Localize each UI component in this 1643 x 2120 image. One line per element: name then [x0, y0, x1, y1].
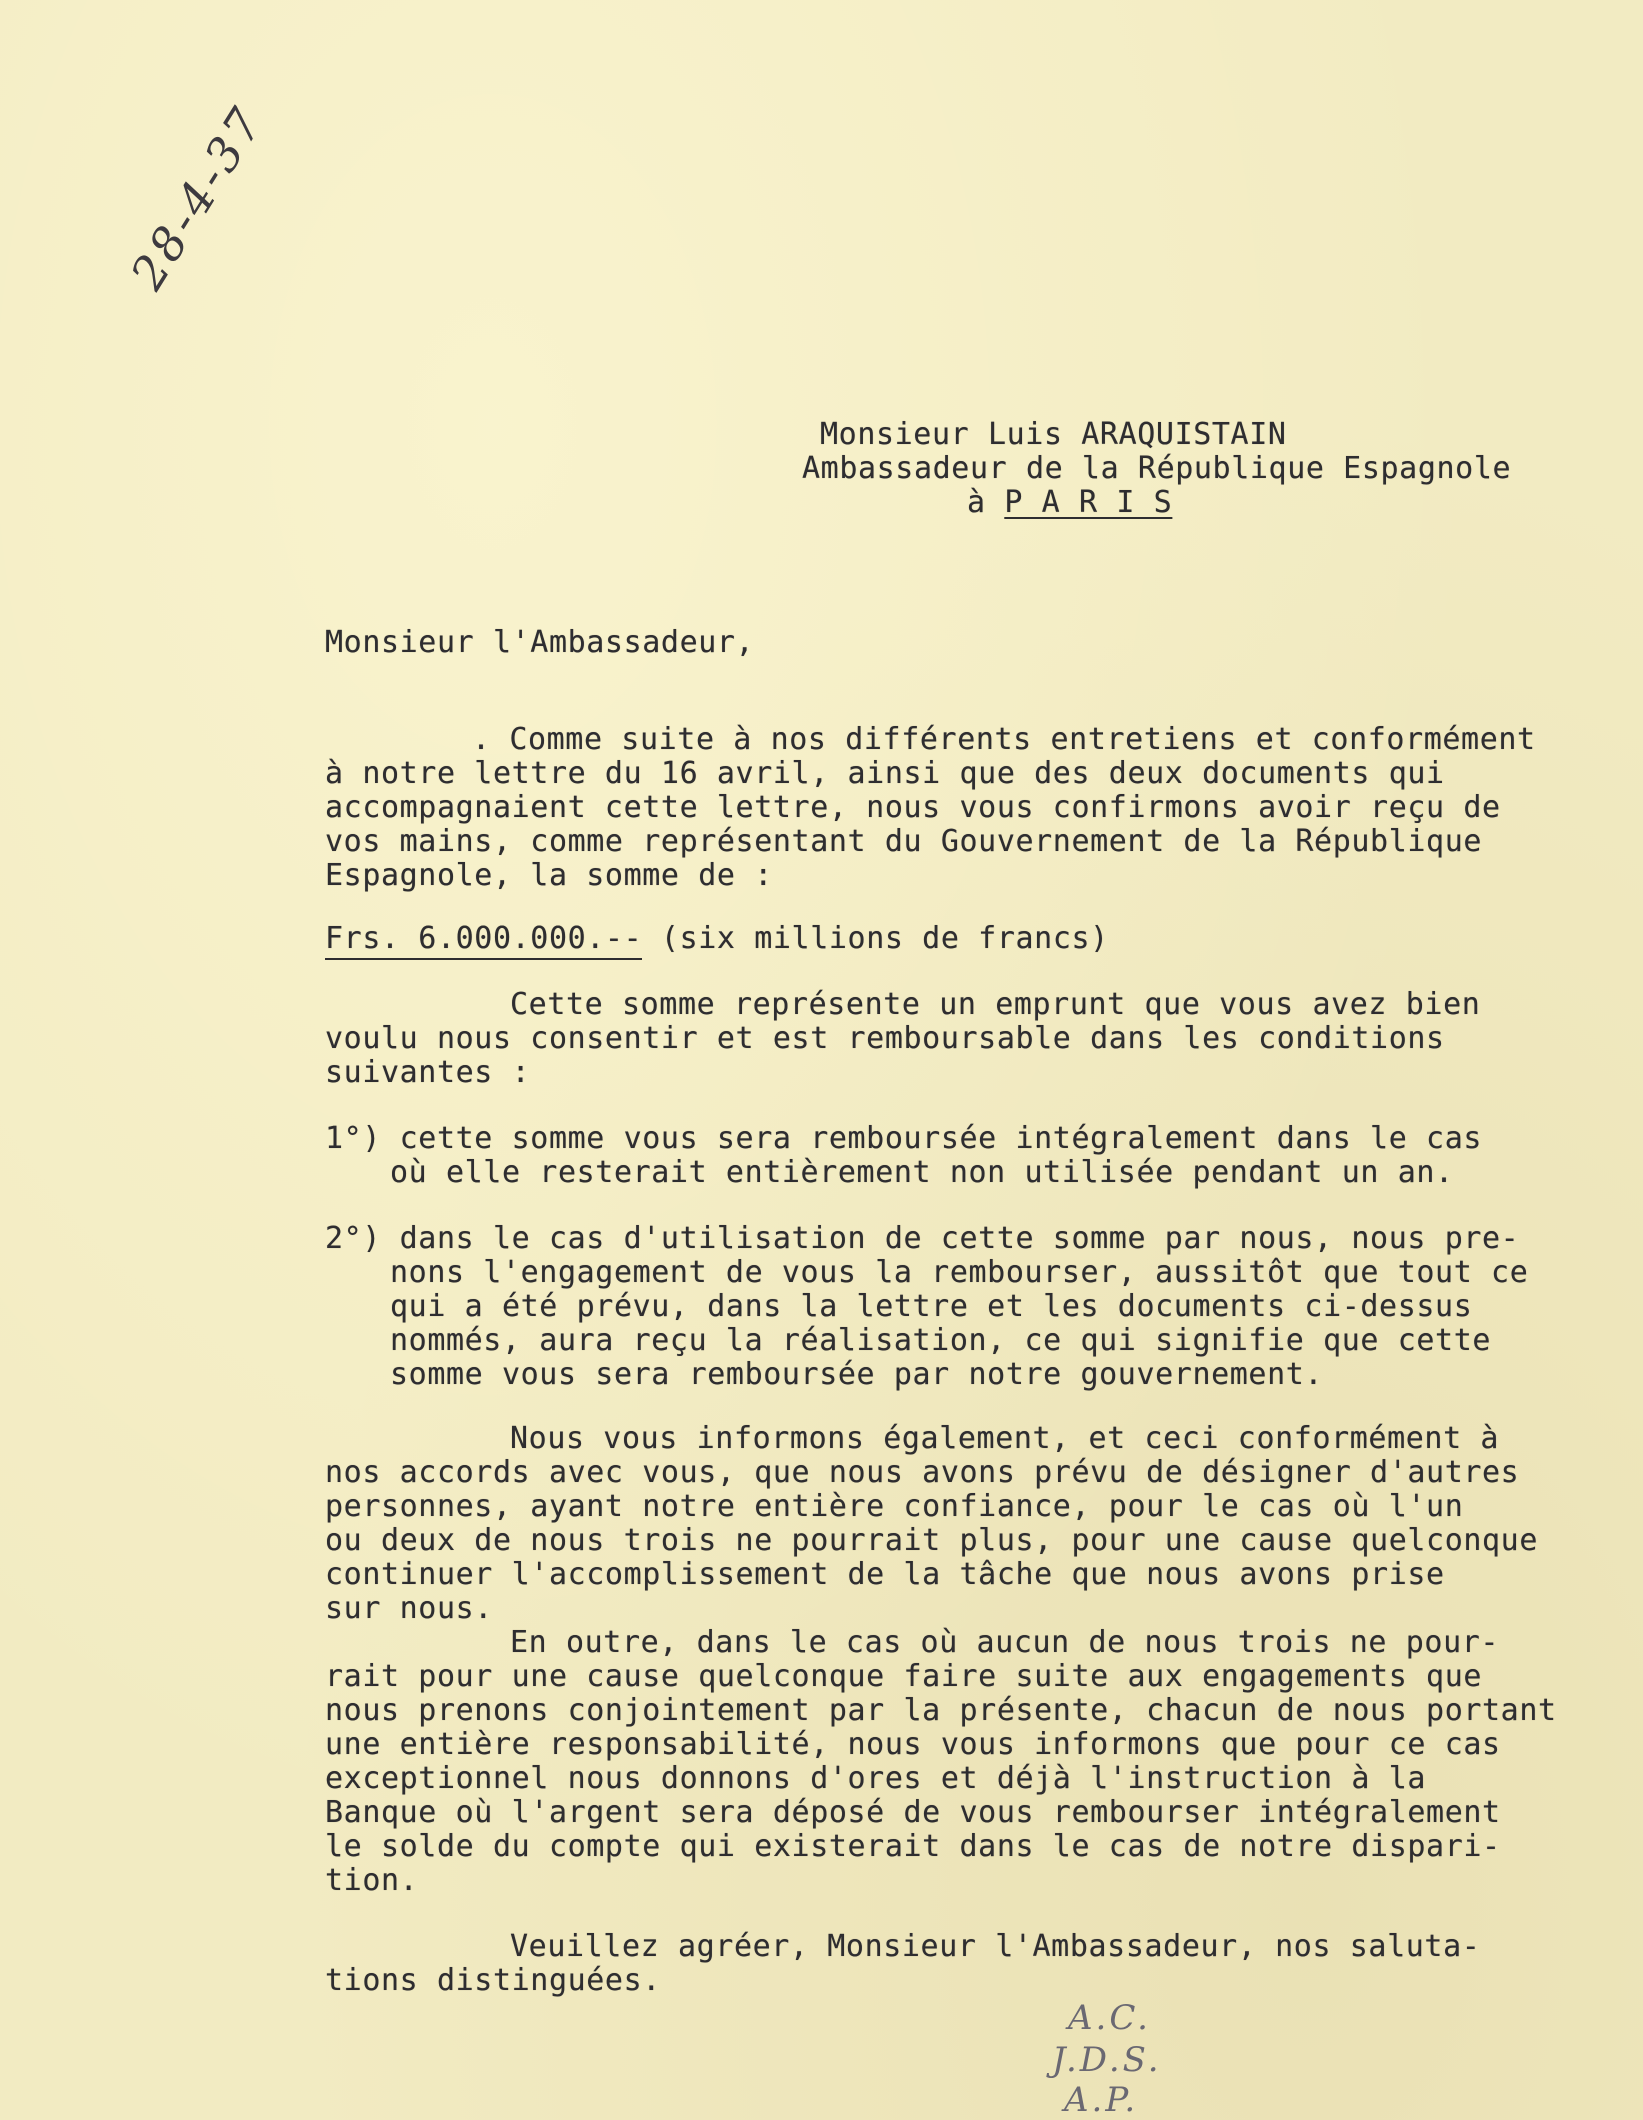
condition2-line4: nommés, aura reçu la réalisation, ce qui signifie que cette: [390, 1323, 1492, 1358]
paragraph3-line1: Nous vous informons également, et ceci conformément à: [510, 1421, 1500, 1456]
initials-ac: A.C.: [1068, 1998, 1151, 2038]
condition1-line1: 1°) cette somme vous sera remboursée intégralement dans le cas: [325, 1121, 1483, 1156]
paragraph2-line2: voulu nous consentir et est remboursable dans les conditions: [325, 1021, 1445, 1056]
paragraph4-line6: Banque où l'argent sera déposé de vous rembourser intégralement: [325, 1795, 1501, 1830]
paragraph4-line4: une entière responsabilité, nous vous informons que pour ce cas: [325, 1727, 1501, 1762]
condition2-line1: 2°) dans le cas d'utilisation de cette somme par nous, nous pre-: [325, 1221, 1520, 1256]
initials-jds: J.D.S.: [1052, 2040, 1162, 2080]
addressee-title: Ambassadeur de la République Espagnole: [802, 451, 1512, 486]
paragraph1-line4: vos mains, comme représentant du Gouvernement de la République: [325, 824, 1483, 859]
paragraph2-line1: Cette somme représente un emprunt que vous avez bien: [510, 987, 1481, 1022]
paragraph4-line5: exceptionnel nous donnons d'ores et déjà l'instruction à la: [325, 1761, 1427, 1796]
addressee-name: Monsieur Luis ARAQUISTAIN: [820, 417, 1287, 452]
handwritten-date: 28-4-37: [120, 95, 275, 299]
paragraph1-line1: . Comme suite à nos différents entretiens et conformément: [472, 722, 1536, 757]
paragraph3-line4: ou deux de nous trois ne pourrait plus, pour une cause quelconque: [325, 1523, 1538, 1558]
paragraph4-line1: En outre, dans le cas où aucun de nous trois ne pour-: [510, 1625, 1500, 1660]
initials-ap: A.P.: [1064, 2080, 1139, 2120]
paragraph4-line3: nous prenons conjointement par la présente, chacun de nous portant: [325, 1693, 1557, 1728]
salutation: Monsieur l'Ambassadeur,: [325, 625, 755, 660]
closing-line2: tions distinguées.: [325, 1963, 661, 1998]
addressee-city-line: [967, 486, 1172, 520]
paragraph4-line2: rait pour une cause quelconque faire suite aux engagements que: [325, 1659, 1483, 1694]
amount-figure: Frs. 6.000.000.--: [325, 921, 642, 960]
paragraph1-line3: accompagnaient cette lettre, nous vous confirmons avoir reçu de: [325, 790, 1501, 825]
addressee-city-prefix: à: [967, 485, 986, 520]
paragraph3-line5: continuer l'accomplissement de la tâche que nous avons prise: [325, 1557, 1445, 1592]
paragraph4-line7: le solde du compte qui existerait dans le cas de notre dispari-: [325, 1829, 1501, 1864]
addressee-city: P A R I S: [1004, 485, 1173, 520]
condition2-line5: somme vous sera remboursée par notre gouvernement.: [390, 1357, 1324, 1392]
condition2-line2: nons l'engagement de vous la rembourser, aussitôt que tout ce: [390, 1255, 1529, 1290]
condition1-line2: où elle resterait entièrement non utilisée pendant un an.: [390, 1155, 1454, 1190]
paragraph4-line8: tion.: [325, 1863, 419, 1898]
condition2-line3: qui a été prévu, dans la lettre et les documents ci-dessus: [390, 1289, 1473, 1324]
closing-line1: Veuillez agréer, Monsieur l'Ambassadeur, nos saluta-: [510, 1929, 1481, 1964]
paragraph3-line3: personnes, ayant notre entière confiance, pour le cas où l'un: [325, 1489, 1464, 1524]
paragraph1-line5: Espagnole, la somme de :: [325, 858, 773, 893]
amount-words: (six millions de francs): [660, 921, 1109, 956]
paragraph3-line2: nos accords avec vous, que nous avons prévu de désigner d'autres: [325, 1455, 1520, 1490]
paragraph2-line3: suivantes :: [325, 1055, 531, 1090]
paragraph3-line6: sur nous.: [325, 1591, 493, 1626]
paragraph1-line2: à notre lettre du 16 avril, ainsi que des deux documents qui: [325, 756, 1445, 791]
amount-line: [325, 922, 1109, 956]
